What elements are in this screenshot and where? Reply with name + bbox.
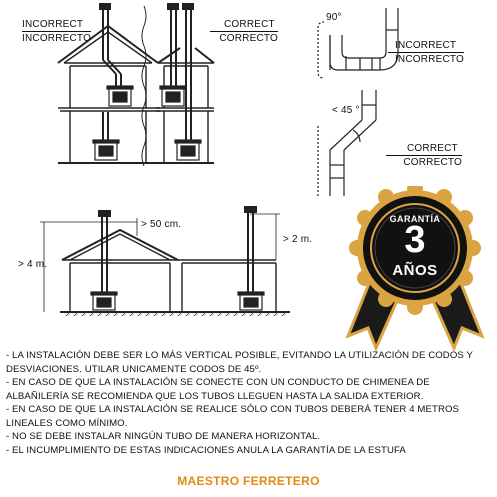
brand-footer: MAESTRO FERRETERO [177, 474, 320, 488]
instruction-item: - EN CASO DE QUE LA INSTALACIÓN SE REALICE SÓLO CON TUBOS DEBERÁ TENER 4 METROS LINEALES COMO MÍNIMO. [6, 404, 460, 429]
label-top-left-incorrecto: INCORRECTO [22, 33, 92, 44]
instruction-item: - LA INSTALACIÓN DEBE SER LO MÁS VERTICAL POSIBLE, EVITANDO LA UTILIZACIÓN DE CODOS Y DESVIACIONES. UTILAR UNICAMENTE CODOS DE 45º. [6, 350, 473, 375]
stove-correct-lower [175, 140, 201, 160]
chimney-left-bottom [99, 211, 110, 294]
stove-right-bottom [238, 292, 264, 310]
instruction-item: - EL INCUMPLIMIENTO DE ESTAS INDICACIONES ANULA LA GARANTÍA DE LA ESTUFA [6, 444, 406, 456]
instruction-item: - NO SE DEBE INSTALAR NINGÚN TUBO DE MANERA HORIZONTAL. [6, 431, 321, 442]
label-angle-90: 90° [326, 12, 342, 23]
label-right-incorrecto: INCORRECTO [388, 52, 464, 65]
label-right-incorrect: INCORRECT [395, 40, 457, 51]
stove-incorrect-upper [107, 86, 133, 106]
chimney-right-bottom [245, 207, 256, 294]
label-dim-4m: > 4 m. [18, 259, 48, 270]
label-angle-45: < 45 ° [332, 105, 360, 116]
stove-correct-upper [160, 86, 186, 106]
label-top-mid-correcto: CORRECTO [210, 31, 278, 44]
badge-unit: AÑOS [392, 262, 438, 279]
instruction-item: - EN CASO DE QUE LA INSTALACIÓN SE CONECTE CON UN CONDUCTO DE CHIMENEA DE ALBAÑILERÍA SE RECOMIENDA QUE LOS TUBOS LLEGUEN HASTA LA SALIDA EXTERIOR. [6, 377, 430, 402]
stove-incorrect-lower [93, 140, 119, 160]
chimney-correct-b [183, 4, 193, 142]
label-top-mid-correct: CORRECT [224, 19, 275, 30]
installation-instructions [6, 349, 494, 457]
label-right-correct: CORRECT [407, 143, 458, 154]
label-dim-2m: > 2 m. [283, 234, 313, 245]
label-right-correcto: CORRECTO [386, 155, 462, 168]
label-top-left-incorrect: INCORRECT [22, 19, 84, 30]
label-dim-50cm: > 50 cm. [141, 219, 182, 230]
stove-left-bottom [91, 292, 117, 310]
chimney-correct-a [168, 4, 178, 88]
warranty-badge [340, 186, 490, 351]
badge-number: 3 [404, 219, 426, 261]
badge-title: GARANTÍA [389, 214, 441, 224]
chimney-incorrect [100, 4, 121, 142]
